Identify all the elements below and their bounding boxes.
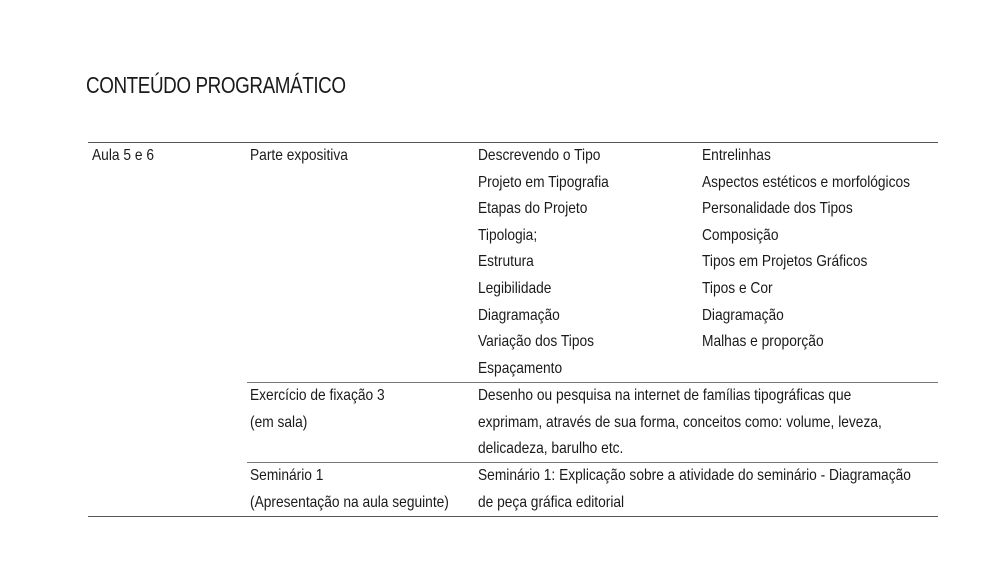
row-description [478,463,911,516]
list-item: Projeto em Tipografia [478,173,609,191]
description-line: exprimam, através de sua forma, conceitos como: volume, leveza, [478,413,882,431]
row-label-cell [250,463,449,516]
description-line: Desenho ou pesquisa na internet de famílias tipográficas que [478,387,852,404]
row-label-cell [250,383,385,436]
list-item: Espaçamento [478,359,563,377]
list-item: Composição [702,226,779,244]
lesson-cell [92,143,154,170]
list-item: Legibilidade [478,279,552,297]
row-label-line: (em sala) [250,413,308,431]
list-item: Personalidade dos Tipos [702,200,853,218]
list-item: Estrutura [478,253,534,271]
list-item: Variação dos Tipos [478,333,595,351]
topic-list-b [702,143,910,356]
list-item: Aspectos estéticos e morfológicos [702,173,911,191]
row-label-line: Seminário 1 [250,467,324,484]
list-item: Tipos e Cor [702,279,773,297]
row-label-cell [250,143,348,170]
row-label-line: Exercício de fixação 3 [250,387,385,404]
list-item: Tipos em Projetos Gráficos [702,253,868,271]
list-item: Diagramação [478,306,560,324]
row-label-line: (Apresentação na aula seguinte) [250,493,449,511]
description-line: delicadeza, barulho etc. [478,440,624,458]
list-item: Malhas e proporção [702,333,824,351]
list-item: Tipologia; [478,226,538,244]
lesson-label: Aula 5 e 6 [92,147,154,164]
list-item: Entrelinhas [702,147,771,164]
page-title: CONTEÚDO PROGRAMÁTICO [86,72,346,98]
topic-list-a [478,143,609,382]
row-description [478,383,882,463]
description-line: de peça gráfica editorial [478,493,625,511]
row-label-line: Parte expositiva [250,147,348,164]
list-item: Descrevendo o Tipo [478,147,601,164]
list-item: Diagramação [702,306,784,324]
list-item: Etapas do Projeto [478,200,588,218]
description-line: Seminário 1: Explicação sobre a atividade do seminário - Diagramação [478,467,911,484]
